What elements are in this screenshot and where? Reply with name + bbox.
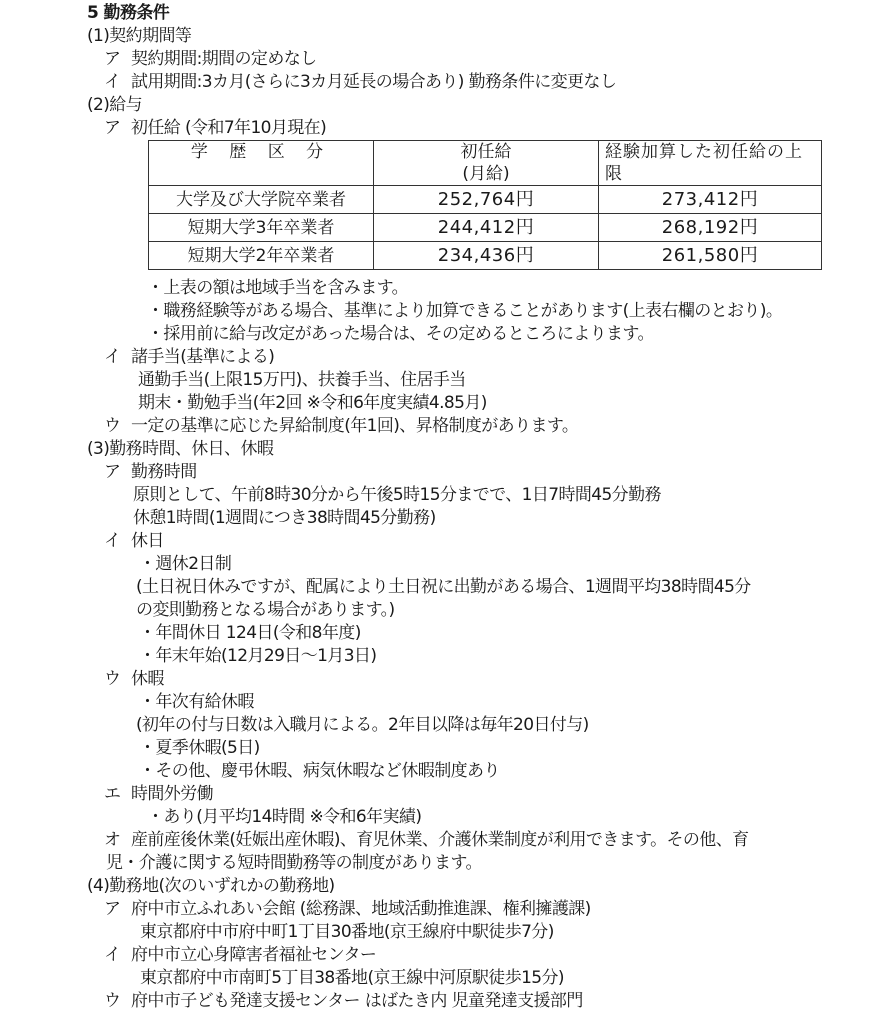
work-time-text: 勤務時間 — [131, 462, 197, 482]
raise-text: 一定の基準に応じた昇給制度(年1回)、昇格制度があります。 — [131, 416, 579, 436]
overtime-text: 時間外労働 — [131, 784, 213, 804]
location-item — [104, 944, 376, 966]
location-name: 府中市立ふれあい会館 (総務課、地域活動推進課、権利擁護課) — [131, 899, 591, 919]
holiday-line: (土日祝日休みですが、配属により土日祝に出勤がある場合、1週間平均38時間45分 — [136, 577, 751, 597]
item-marker: オ — [104, 830, 121, 850]
overtime-line: ・あり(月平均14時間 ※令和6年実績) — [147, 807, 422, 827]
header-education: 学 歴 区 分 — [149, 141, 374, 186]
childcare — [104, 829, 749, 851]
table-row — [149, 186, 822, 214]
item-marker: ア — [104, 118, 121, 138]
holidays — [104, 530, 164, 552]
cell-max: 268,192円 — [599, 214, 822, 242]
allowance-line: 期末・勤勉手当(年2回 ※令和6年度実績4.85月) — [138, 393, 487, 413]
holiday-line: ・年末年始(12月29日～1月3日) — [139, 646, 377, 666]
overtime — [104, 783, 213, 805]
cell-category: 大学及び大学院卒業者 — [149, 186, 374, 214]
item-marker: エ — [104, 784, 121, 804]
contract-period-text: 契約期間:期間の定めなし — [131, 49, 317, 69]
leave-line: ・夏季休暇(5日) — [139, 738, 260, 758]
item-marker: イ — [104, 347, 121, 367]
item-marker: イ — [104, 72, 121, 92]
holiday-line: ・週休2日制 — [139, 554, 232, 574]
item-marker: イ — [104, 531, 121, 551]
cell-max: 273,412円 — [599, 186, 822, 214]
work-time-line: 原則として、午前8時30分から午後5時15分までで、1日7時間45分勤務 — [133, 485, 661, 505]
trial-period-text: 試用期間:3カ月(さらに3カ月延長の場合あり) 勤務条件に変更なし — [131, 72, 617, 92]
salary-note: ・職務経験等がある場合、基準により加算できることがあります(上表右欄のとおり)。 — [147, 301, 783, 321]
location-address: 東京都府中市府中町1丁目30番地(京王線府中駅徒歩7分) — [140, 922, 554, 942]
item-marker: ア — [104, 462, 121, 482]
salary-note: ・上表の額は地域手当を含みます。 — [147, 278, 409, 298]
item-marker: ウ — [104, 416, 121, 436]
item-marker: ウ — [104, 991, 121, 1011]
allowances-text: 諸手当(基準による) — [131, 347, 275, 367]
work-time — [104, 461, 197, 483]
holiday-line: ・年間休日 124日(令和8年度) — [139, 623, 361, 643]
location-item — [104, 898, 591, 920]
item-marker: ア — [104, 49, 121, 69]
item-marker: ウ — [104, 669, 121, 689]
salary-note: ・採用前に給与改定があった場合は、その定めるところによります。 — [147, 324, 654, 344]
cell-starting: 234,436円 — [374, 242, 599, 270]
cell-category: 短期大学3年卒業者 — [149, 214, 374, 242]
header-starting-line1: 初任給 — [460, 142, 512, 162]
salary-table — [148, 140, 822, 270]
item-marker: イ — [104, 945, 121, 965]
contract-heading: (1)契約期間等 — [87, 26, 192, 46]
allowance-line: 通勤手当(上限15万円)、扶養手当、住居手当 — [138, 370, 466, 390]
header-max-salary: 経験加算した初任給の上限 — [599, 141, 822, 186]
childcare-text: 産前産後休業(妊娠出産休暇)、育児休業、介護休業制度が利用できます。その他、育 — [131, 830, 749, 850]
location-address: 東京都府中市南町5丁目38番地(京王線中河原駅徒歩15分) — [140, 968, 564, 988]
location-name: 府中市子ども発達支援センター はばたき内 児童発達支援部門 — [131, 991, 583, 1011]
section-title: 5 勤務条件 — [87, 3, 170, 23]
contract-period — [104, 48, 317, 70]
header-starting-salary — [374, 141, 599, 186]
starting-salary — [104, 117, 326, 139]
leave-line: ・その他、慶弔休暇、病気休暇など休暇制度あり — [139, 761, 500, 781]
header-starting-line2: (月給) — [462, 164, 510, 184]
leave — [104, 668, 164, 690]
location-name: 府中市立心身障害者福祉センター — [131, 945, 377, 965]
cell-starting: 244,412円 — [374, 214, 599, 242]
leave-line: (初年の付与日数は入職月による。2年目以降は毎年20日付与) — [136, 715, 589, 735]
childcare-continuation: 児・介護に関する短時間勤務等の制度があります。 — [106, 853, 482, 873]
location-item — [104, 990, 583, 1012]
trial-period — [104, 71, 616, 93]
table-header-row — [149, 141, 822, 186]
hours-heading: (3)勤務時間、休日、休暇 — [87, 439, 274, 459]
table-row — [149, 242, 822, 270]
cell-starting: 252,764円 — [374, 186, 599, 214]
raise-system — [104, 415, 578, 437]
holidays-text: 休日 — [131, 531, 164, 551]
leave-line: ・年次有給休暇 — [139, 692, 254, 712]
salary-heading: (2)給与 — [87, 95, 143, 115]
cell-category: 短期大学2年卒業者 — [149, 242, 374, 270]
work-time-line: 休憩1時間(1週間につき38時間45分勤務) — [133, 508, 436, 528]
allowances — [104, 346, 274, 368]
locations-heading: (4)勤務地(次のいずれかの勤務地) — [87, 876, 335, 896]
leave-text: 休暇 — [131, 669, 164, 689]
holiday-line: の変則勤務となる場合があります。) — [136, 600, 395, 620]
table-row — [149, 214, 822, 242]
item-marker: ア — [104, 899, 121, 919]
starting-salary-text: 初任給 (令和7年10月現在) — [131, 118, 327, 138]
cell-max: 261,580円 — [599, 242, 822, 270]
